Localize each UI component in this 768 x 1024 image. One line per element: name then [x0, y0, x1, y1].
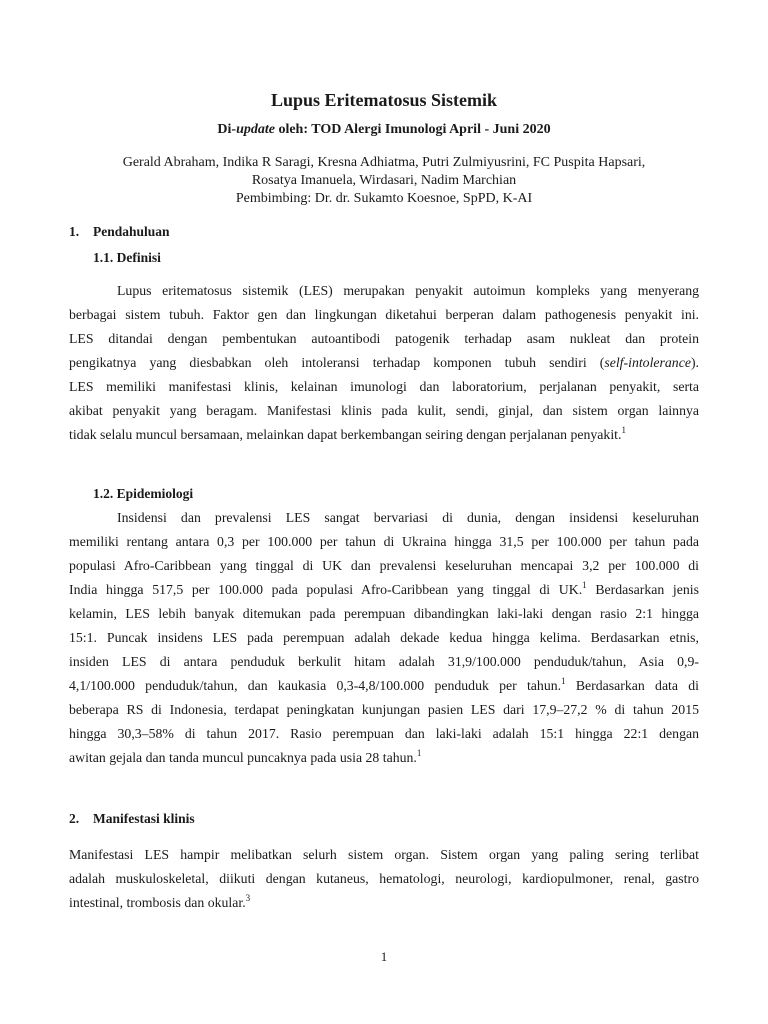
paragraph-line	[69, 375, 699, 399]
line-text: awitan gejala dan tanda muncul puncaknya pada usia 28 tahun.	[69, 750, 417, 765]
line-text: Lupus eritematosus sistemik (LES) merupakan penyakit autoimun kompleks yang menyerang	[117, 283, 699, 298]
subtitle-rest: oleh: TOD Alergi Imunologi April - Juni 2020	[274, 122, 551, 137]
citation-superscript: 1	[621, 425, 626, 435]
paragraph-line	[69, 554, 699, 578]
paragraph-manifestasi	[69, 843, 699, 915]
subsection-heading-definisi: 1.1. Definisi	[93, 250, 161, 265]
line-text: 15:1. Puncak insidens LES pada perempuan adalah dekade kedua hingga kelima. Berdasarkan etnis,	[69, 630, 699, 645]
paragraph-line	[69, 602, 699, 626]
line-text: Manifestasi LES hampir melibatkan selurh sistem organ. Sistem organ yang paling sering terlibat	[69, 847, 699, 862]
paragraph-line	[69, 867, 699, 891]
paragraph-line	[69, 423, 699, 447]
paragraph-line	[69, 578, 699, 602]
paragraph-line	[69, 843, 699, 867]
document-subtitle	[0, 120, 768, 140]
paragraph-line	[69, 303, 699, 327]
section-number: 2.	[69, 811, 80, 826]
section-title: Manifestasi klinis	[93, 811, 195, 826]
paragraph-definisi	[69, 279, 699, 447]
author-line: Gerald Abraham, Indika R Saragi, Kresna Adhiatma, Putri Zulmiyusrini, FC Puspita Hapsari,	[122, 155, 646, 170]
line-text-continued: Berdasarkan jenis	[586, 582, 699, 597]
subtitle-italic: update	[236, 122, 275, 137]
line-text: Insidensi dan prevalensi LES sangat bervariasi di dunia, dengan insidensi keseluruhan	[117, 510, 699, 525]
subsection-heading-epidemiologi: 1.2. Epidemiologi	[93, 486, 194, 501]
paragraph-line	[69, 650, 699, 674]
author-line: Rosatya Imanuela, Wirdasari, Nadim Marchian	[251, 173, 517, 188]
document-title: Lupus Eritematosus Sistemik	[270, 90, 498, 110]
italic-term: self-intolerance	[604, 355, 691, 370]
paragraph-line	[69, 506, 699, 530]
citation-superscript: 1	[582, 580, 587, 590]
line-text: intestinal, trombosis dan okular.	[69, 895, 246, 910]
line-text: memiliki rentang antara 0,3 per 100.000 per tahun di Ukraina hingga 31,5 per 100.000 per tahun pada	[69, 534, 699, 549]
line-text: hingga 30,3–58% di tahun 2017. Rasio perempuan dan laki-laki adalah 15:1 hingga 22:1 dengan	[69, 726, 699, 741]
subtitle-prefix: Di-	[217, 122, 237, 137]
line-text: tidak selalu muncul bersamaan, melainkan dapat berkembangan seiring dengan perjalanan penyakit.	[69, 427, 622, 442]
line-text: adalah muskuloskeletal, diikuti dengan kutaneus, hematologi, neurologi, kardiopulmoner, renal, gastro	[69, 871, 699, 886]
paragraph-line	[69, 722, 699, 746]
line-text: berbagai sistem tubuh. Faktor gen dan lingkungan diketahui berperan dalam pathogenesis penyakit ini.	[69, 307, 699, 322]
section-heading-manifestasi	[69, 810, 195, 828]
line-text: populasi Afro-Caribbean yang tinggal di UK dan prevalensi keseluruhan mencapai 3,2 per 100.000 di	[69, 558, 699, 573]
paragraph-line	[69, 351, 699, 375]
paragraph-line	[69, 530, 699, 554]
citation-superscript: 3	[245, 893, 251, 903]
paragraph-line	[69, 279, 699, 303]
line-text: pengikatnya yang diesbabkan oleh intoleransi terhadap komponen tubuh sendiri (	[69, 355, 605, 370]
paragraph-line	[69, 674, 699, 698]
section-title: Pendahuluan	[93, 224, 170, 239]
paragraph-line	[69, 399, 699, 423]
paragraph-epidemiologi	[69, 506, 699, 770]
line-text: insiden LES di antara penduduk berkulit hitam adalah 31,9/100.000 penduduk/tahun, Asia 0,9-	[69, 654, 699, 669]
line-text-continued: ).	[690, 355, 699, 370]
paragraph-line	[69, 746, 699, 770]
line-text: India hingga 517,5 per 100.000 pada populasi Afro-Caribbean yang tinggal di UK.	[69, 582, 583, 597]
section-heading-pendahuluan	[69, 223, 170, 241]
author-block	[60, 154, 708, 208]
citation-superscript: 1	[416, 748, 422, 758]
section-number: 1.	[69, 224, 80, 239]
paragraph-line	[69, 327, 699, 351]
line-text-continued: Berdasarkan data di	[565, 678, 699, 693]
line-text: 4,1/100.000 penduduk/tahun, dan kaukasia 0,3-4,8/100.000 penduduk per tahun.	[69, 678, 562, 693]
paragraph-line	[69, 698, 699, 722]
paragraph-line	[69, 891, 699, 915]
paragraph-line	[69, 626, 699, 650]
line-text: LES ditandai dengan pembentukan autoantibodi patogenik terhadap asam nukleat dan protein	[69, 331, 699, 346]
line-text: akibat penyakit yang beragam. Manifestasi klinis pada kulit, sendi, ginjal, dan sistem organ lainnya	[69, 403, 699, 418]
page-number: 1	[380, 949, 388, 964]
supervisor-line: Pembimbing: Dr. dr. Sukamto Koesnoe, SpPD, K-AI	[235, 191, 533, 206]
line-text: kelamin, LES lebih banyak ditemukan pada perempuan dibandingkan laki-laki dengan rasio 2:1 hingga	[69, 606, 699, 621]
citation-superscript: 1	[561, 676, 566, 686]
line-text: LES memiliki manifestasi klinis, kelainan imunologi dan laboratorium, perjalanan penyakit, serta	[69, 379, 699, 394]
line-text: beberapa RS di Indonesia, terdapat peningkatan kunjungan pasien LES dari 17,9–27,2 % di tahun 2015	[69, 702, 699, 717]
